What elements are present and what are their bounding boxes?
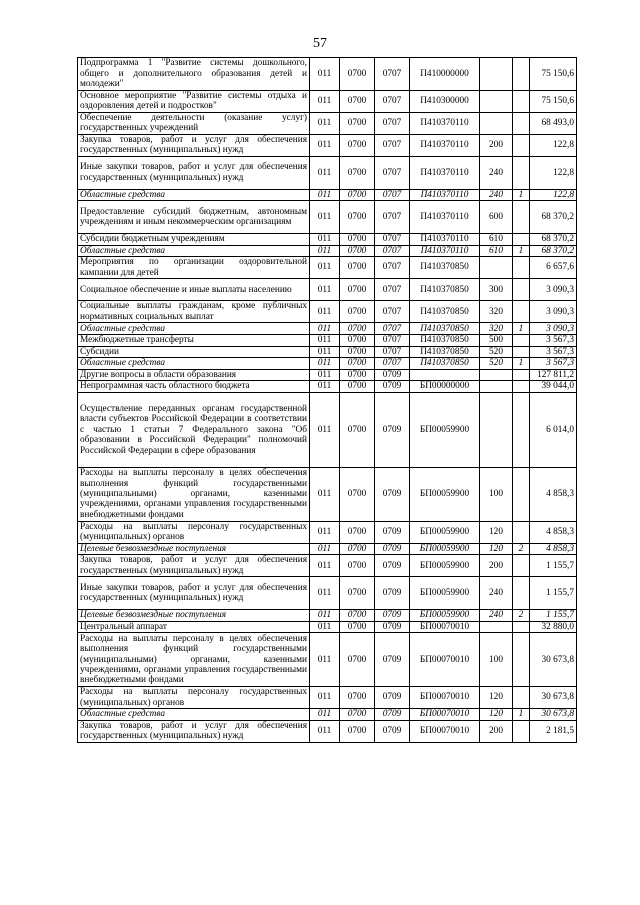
expense-type-code: 120 bbox=[480, 543, 513, 555]
section-code: 0700 bbox=[340, 577, 375, 610]
row-name: Областные средства bbox=[78, 709, 310, 721]
row-name: Социальные выплаты гражданам, кроме публичных нормативных социальных выплат bbox=[78, 301, 310, 323]
funding-source-code bbox=[513, 577, 530, 610]
expense-type-code: 200 bbox=[480, 720, 513, 742]
row-name: Иные закупки товаров, работ и услуг для обеспечения государственных (муниципальных) нужд bbox=[78, 577, 310, 610]
section-code: 0700 bbox=[340, 58, 375, 91]
amount: 2 181,5 bbox=[530, 720, 577, 742]
target-article-code: П410370850 bbox=[410, 257, 480, 279]
target-article-code: БП00070010 bbox=[410, 709, 480, 721]
section-code: 0700 bbox=[340, 245, 375, 257]
expense-type-code: 240 bbox=[480, 610, 513, 622]
expense-type-code bbox=[480, 381, 513, 393]
ministry-code: 011 bbox=[310, 346, 340, 358]
subsection-code: 0707 bbox=[375, 245, 410, 257]
table-row bbox=[78, 58, 577, 91]
row-name: Областные средства bbox=[78, 189, 310, 201]
section-code: 0700 bbox=[340, 610, 375, 622]
subsection-code: 0709 bbox=[375, 720, 410, 742]
funding-source-code bbox=[513, 58, 530, 91]
target-article-code: П410370110 bbox=[410, 233, 480, 245]
expense-type-code: 100 bbox=[480, 467, 513, 521]
row-name: Основное мероприятие "Развитие системы отдыха и оздоровления детей и подростков" bbox=[78, 90, 310, 112]
table-row bbox=[78, 709, 577, 721]
subsection-code: 0707 bbox=[375, 112, 410, 134]
table-row bbox=[78, 156, 577, 189]
funding-source-code bbox=[513, 279, 530, 301]
section-code: 0700 bbox=[340, 233, 375, 245]
row-name: Межбюджетные трансферты bbox=[78, 335, 310, 347]
row-name: Областные средства bbox=[78, 323, 310, 335]
subsection-code: 0709 bbox=[375, 621, 410, 633]
table-row bbox=[78, 621, 577, 633]
ministry-code: 011 bbox=[310, 555, 340, 577]
target-article-code: П410370850 bbox=[410, 335, 480, 347]
amount: 30 673,8 bbox=[530, 687, 577, 709]
amount: 3 567,3 bbox=[530, 335, 577, 347]
ministry-code: 011 bbox=[310, 323, 340, 335]
ministry-code: 011 bbox=[310, 577, 340, 610]
expense-type-code bbox=[480, 257, 513, 279]
target-article-code: П410000000 bbox=[410, 58, 480, 91]
subsection-code: 0707 bbox=[375, 90, 410, 112]
amount: 68 370,2 bbox=[530, 233, 577, 245]
section-code: 0700 bbox=[340, 346, 375, 358]
expense-type-code: 610 bbox=[480, 233, 513, 245]
amount: 30 673,8 bbox=[530, 633, 577, 687]
section-code: 0700 bbox=[340, 369, 375, 381]
section-code: 0700 bbox=[340, 720, 375, 742]
section-code: 0700 bbox=[340, 392, 375, 467]
table-row bbox=[78, 201, 577, 234]
row-name: Расходы на выплаты персоналу государственных (муниципальных) органов bbox=[78, 521, 310, 543]
target-article-code: БП00070010 bbox=[410, 687, 480, 709]
ministry-code: 011 bbox=[310, 257, 340, 279]
expense-type-code bbox=[480, 392, 513, 467]
funding-source-code bbox=[513, 633, 530, 687]
ministry-code: 011 bbox=[310, 201, 340, 234]
ministry-code: 011 bbox=[310, 233, 340, 245]
table-row bbox=[78, 301, 577, 323]
amount: 3 090,3 bbox=[530, 279, 577, 301]
funding-source-code bbox=[513, 521, 530, 543]
amount: 6 657,6 bbox=[530, 257, 577, 279]
subsection-code: 0709 bbox=[375, 467, 410, 521]
ministry-code: 011 bbox=[310, 112, 340, 134]
section-code: 0700 bbox=[340, 301, 375, 323]
funding-source-code bbox=[513, 134, 530, 156]
funding-source-code: 1 bbox=[513, 189, 530, 201]
ministry-code: 011 bbox=[310, 301, 340, 323]
amount: 39 044,0 bbox=[530, 381, 577, 393]
target-article-code: БП00000000 bbox=[410, 381, 480, 393]
ministry-code: 011 bbox=[310, 633, 340, 687]
amount: 75 150,6 bbox=[530, 90, 577, 112]
expense-type-code: 300 bbox=[480, 279, 513, 301]
funding-source-code bbox=[513, 392, 530, 467]
funding-source-code bbox=[513, 346, 530, 358]
amount: 127 811,2 bbox=[530, 369, 577, 381]
amount: 68 370,2 bbox=[530, 245, 577, 257]
budget-table bbox=[77, 57, 577, 743]
funding-source-code: 1 bbox=[513, 323, 530, 335]
table-row bbox=[78, 720, 577, 742]
ministry-code: 011 bbox=[310, 58, 340, 91]
subsection-code: 0709 bbox=[375, 687, 410, 709]
target-article-code: П410370850 bbox=[410, 301, 480, 323]
amount: 1 155,7 bbox=[530, 555, 577, 577]
section-code: 0700 bbox=[340, 709, 375, 721]
subsection-code: 0707 bbox=[375, 346, 410, 358]
subsection-code: 0709 bbox=[375, 555, 410, 577]
expense-type-code bbox=[480, 621, 513, 633]
expense-type-code: 240 bbox=[480, 189, 513, 201]
target-article-code: БП00070010 bbox=[410, 621, 480, 633]
subsection-code: 0709 bbox=[375, 633, 410, 687]
amount: 122,8 bbox=[530, 156, 577, 189]
funding-source-code: 2 bbox=[513, 543, 530, 555]
row-name: Целевые безвозмездные поступления bbox=[78, 610, 310, 622]
funding-source-code: 2 bbox=[513, 610, 530, 622]
expense-type-code: 320 bbox=[480, 323, 513, 335]
ministry-code: 011 bbox=[310, 543, 340, 555]
ministry-code: 011 bbox=[310, 610, 340, 622]
row-name: Подпрограмма 1 "Развитие системы дошкольного, общего и дополнительного образования детей и молодежи" bbox=[78, 58, 310, 91]
expense-type-code: 200 bbox=[480, 555, 513, 577]
target-article-code: БП00059900 bbox=[410, 555, 480, 577]
section-code: 0700 bbox=[340, 156, 375, 189]
ministry-code: 011 bbox=[310, 392, 340, 467]
subsection-code: 0707 bbox=[375, 279, 410, 301]
table-row bbox=[78, 346, 577, 358]
expense-type-code: 320 bbox=[480, 301, 513, 323]
table-row bbox=[78, 610, 577, 622]
ministry-code: 011 bbox=[310, 358, 340, 370]
ministry-code: 011 bbox=[310, 90, 340, 112]
funding-source-code bbox=[513, 301, 530, 323]
expense-type-code bbox=[480, 58, 513, 91]
section-code: 0700 bbox=[340, 555, 375, 577]
amount: 122,8 bbox=[530, 189, 577, 201]
row-name: Областные средства bbox=[78, 245, 310, 257]
subsection-code: 0707 bbox=[375, 156, 410, 189]
target-article-code: П410370110 bbox=[410, 201, 480, 234]
amount: 1 155,7 bbox=[530, 577, 577, 610]
amount: 4 858,3 bbox=[530, 467, 577, 521]
section-code: 0700 bbox=[340, 467, 375, 521]
subsection-code: 0709 bbox=[375, 577, 410, 610]
section-code: 0700 bbox=[340, 621, 375, 633]
funding-source-code bbox=[513, 720, 530, 742]
subsection-code: 0707 bbox=[375, 233, 410, 245]
subsection-code: 0709 bbox=[375, 521, 410, 543]
expense-type-code: 500 bbox=[480, 335, 513, 347]
ministry-code: 011 bbox=[310, 279, 340, 301]
ministry-code: 011 bbox=[310, 245, 340, 257]
expense-type-code: 520 bbox=[480, 358, 513, 370]
row-name: Непрограммная часть областного бюджета bbox=[78, 381, 310, 393]
table-row bbox=[78, 633, 577, 687]
subsection-code: 0707 bbox=[375, 58, 410, 91]
row-name: Обеспечение деятельности (оказание услуг) государственных учреждений bbox=[78, 112, 310, 134]
expense-type-code bbox=[480, 112, 513, 134]
row-name: Другие вопросы в области образования bbox=[78, 369, 310, 381]
table-row bbox=[78, 90, 577, 112]
funding-source-code bbox=[513, 335, 530, 347]
amount: 68 493,0 bbox=[530, 112, 577, 134]
expense-type-code: 120 bbox=[480, 709, 513, 721]
ministry-code: 011 bbox=[310, 720, 340, 742]
subsection-code: 0707 bbox=[375, 323, 410, 335]
ministry-code: 011 bbox=[310, 189, 340, 201]
table-row bbox=[78, 369, 577, 381]
budget-table-body bbox=[78, 58, 577, 743]
row-name: Закупка товаров, работ и услуг для обеспечения государственных (муниципальных) нужд bbox=[78, 720, 310, 742]
table-row bbox=[78, 358, 577, 370]
section-code: 0700 bbox=[340, 521, 375, 543]
expense-type-code: 600 bbox=[480, 201, 513, 234]
funding-source-code bbox=[513, 90, 530, 112]
subsection-code: 0707 bbox=[375, 257, 410, 279]
row-name: Иные закупки товаров, работ и услуг для обеспечения государственных (муниципальных) нужд bbox=[78, 156, 310, 189]
expense-type-code: 240 bbox=[480, 577, 513, 610]
target-article-code: П410370110 bbox=[410, 245, 480, 257]
subsection-code: 0709 bbox=[375, 610, 410, 622]
subsection-code: 0709 bbox=[375, 709, 410, 721]
funding-source-code bbox=[513, 687, 530, 709]
amount: 4 858,3 bbox=[530, 521, 577, 543]
table-row bbox=[78, 335, 577, 347]
table-row bbox=[78, 467, 577, 521]
target-article-code: БП00059900 bbox=[410, 467, 480, 521]
subsection-code: 0709 bbox=[375, 392, 410, 467]
section-code: 0700 bbox=[340, 257, 375, 279]
target-article-code: БП00059900 bbox=[410, 543, 480, 555]
amount: 122,8 bbox=[530, 134, 577, 156]
ministry-code: 011 bbox=[310, 156, 340, 189]
target-article-code: П410370110 bbox=[410, 112, 480, 134]
table-row bbox=[78, 392, 577, 467]
row-name: Центральный аппарат bbox=[78, 621, 310, 633]
table-row bbox=[78, 257, 577, 279]
expense-type-code: 120 bbox=[480, 521, 513, 543]
ministry-code: 011 bbox=[310, 335, 340, 347]
section-code: 0700 bbox=[340, 134, 375, 156]
subsection-code: 0709 bbox=[375, 543, 410, 555]
target-article-code: П410370110 bbox=[410, 189, 480, 201]
expense-type-code bbox=[480, 369, 513, 381]
subsection-code: 0707 bbox=[375, 335, 410, 347]
row-name: Областные средства bbox=[78, 358, 310, 370]
expense-type-code: 240 bbox=[480, 156, 513, 189]
subsection-code: 0707 bbox=[375, 134, 410, 156]
subsection-code: 0707 bbox=[375, 358, 410, 370]
target-article-code: П410370850 bbox=[410, 279, 480, 301]
amount: 3 090,3 bbox=[530, 301, 577, 323]
funding-source-code bbox=[513, 467, 530, 521]
target-article-code: П410300000 bbox=[410, 90, 480, 112]
target-article-code: БП00059900 bbox=[410, 521, 480, 543]
table-row bbox=[78, 521, 577, 543]
amount: 1 155,7 bbox=[530, 610, 577, 622]
subsection-code: 0709 bbox=[375, 381, 410, 393]
section-code: 0700 bbox=[340, 381, 375, 393]
amount: 3 567,3 bbox=[530, 358, 577, 370]
section-code: 0700 bbox=[340, 335, 375, 347]
funding-source-code bbox=[513, 555, 530, 577]
expense-type-code: 120 bbox=[480, 687, 513, 709]
section-code: 0700 bbox=[340, 687, 375, 709]
row-name: Закупка товаров, работ и услуг для обеспечения государственных (муниципальных) нужд bbox=[78, 555, 310, 577]
expense-type-code bbox=[480, 90, 513, 112]
row-name: Расходы на выплаты персоналу в целях обеспечения выполнения функций государственными (муниципальными) органами, казенными учреждениями, органами управления государственными внебюджетными фондами bbox=[78, 633, 310, 687]
table-row bbox=[78, 555, 577, 577]
row-name: Целевые безвозмездные поступления bbox=[78, 543, 310, 555]
funding-source-code bbox=[513, 369, 530, 381]
funding-source-code bbox=[513, 381, 530, 393]
funding-source-code bbox=[513, 257, 530, 279]
ministry-code: 011 bbox=[310, 621, 340, 633]
ministry-code: 011 bbox=[310, 521, 340, 543]
section-code: 0700 bbox=[340, 279, 375, 301]
funding-source-code bbox=[513, 233, 530, 245]
table-row bbox=[78, 233, 577, 245]
table-row bbox=[78, 189, 577, 201]
target-article-code bbox=[410, 369, 480, 381]
row-name: Осуществление переданных органам государственной власти субъектов Российской Федерации в соответствии с частью 1 статьи 7 Федерального закона "Об образовании в Российской Федерации" полномочий Российской Федерации в сфере образования bbox=[78, 392, 310, 467]
section-code: 0700 bbox=[340, 189, 375, 201]
target-article-code: БП00059900 bbox=[410, 392, 480, 467]
subsection-code: 0707 bbox=[375, 201, 410, 234]
target-article-code: П410370110 bbox=[410, 134, 480, 156]
target-article-code: П410370850 bbox=[410, 323, 480, 335]
table-row bbox=[78, 323, 577, 335]
amount: 30 673,8 bbox=[530, 709, 577, 721]
table-row bbox=[78, 134, 577, 156]
amount: 4 858,3 bbox=[530, 543, 577, 555]
row-name: Субсидии bbox=[78, 346, 310, 358]
funding-source-code bbox=[513, 201, 530, 234]
section-code: 0700 bbox=[340, 201, 375, 234]
target-article-code: БП00059900 bbox=[410, 610, 480, 622]
funding-source-code bbox=[513, 112, 530, 134]
target-article-code: БП00059900 bbox=[410, 577, 480, 610]
section-code: 0700 bbox=[340, 543, 375, 555]
table-row bbox=[78, 381, 577, 393]
expense-type-code: 520 bbox=[480, 346, 513, 358]
row-name: Социальное обеспечение и иные выплаты населению bbox=[78, 279, 310, 301]
amount: 68 370,2 bbox=[530, 201, 577, 234]
section-code: 0700 bbox=[340, 323, 375, 335]
section-code: 0700 bbox=[340, 112, 375, 134]
table-row bbox=[78, 279, 577, 301]
funding-source-code: 1 bbox=[513, 709, 530, 721]
amount: 3 567,3 bbox=[530, 346, 577, 358]
page-number: 57 bbox=[313, 36, 327, 51]
target-article-code: П410370850 bbox=[410, 346, 480, 358]
section-code: 0700 bbox=[340, 358, 375, 370]
row-name: Расходы на выплаты персоналу в целях обеспечения выполнения функций государственными (муниципальными) органами, казенными учреждениями, органами управления государственными внебюджетными фондами bbox=[78, 467, 310, 521]
subsection-code: 0707 bbox=[375, 301, 410, 323]
funding-source-code bbox=[513, 621, 530, 633]
expense-type-code: 610 bbox=[480, 245, 513, 257]
ministry-code: 011 bbox=[310, 134, 340, 156]
row-name: Расходы на выплаты персоналу государственных (муниципальных) органов bbox=[78, 687, 310, 709]
section-code: 0700 bbox=[340, 633, 375, 687]
amount: 6 014,0 bbox=[530, 392, 577, 467]
subsection-code: 0707 bbox=[375, 189, 410, 201]
row-name: Субсидии бюджетным учреждениям bbox=[78, 233, 310, 245]
ministry-code: 011 bbox=[310, 381, 340, 393]
ministry-code: 011 bbox=[310, 467, 340, 521]
target-article-code: П410370850 bbox=[410, 358, 480, 370]
table-row bbox=[78, 543, 577, 555]
ministry-code: 011 bbox=[310, 687, 340, 709]
table-row bbox=[78, 112, 577, 134]
funding-source-code: 1 bbox=[513, 358, 530, 370]
expense-type-code: 200 bbox=[480, 134, 513, 156]
table-row bbox=[78, 245, 577, 257]
amount: 3 090,3 bbox=[530, 323, 577, 335]
target-article-code: БП00070010 bbox=[410, 720, 480, 742]
amount: 32 880,0 bbox=[530, 621, 577, 633]
section-code: 0700 bbox=[340, 90, 375, 112]
row-name: Предоставление субсидий бюджетным, автономным учреждениям и иным некоммерческим организациям bbox=[78, 201, 310, 234]
ministry-code: 011 bbox=[310, 709, 340, 721]
table-row bbox=[78, 577, 577, 610]
row-name: Мероприятия по организации оздоровительной кампании для детей bbox=[78, 257, 310, 279]
funding-source-code: 1 bbox=[513, 245, 530, 257]
funding-source-code bbox=[513, 156, 530, 189]
target-article-code: П410370110 bbox=[410, 156, 480, 189]
expense-type-code: 100 bbox=[480, 633, 513, 687]
target-article-code: БП00070010 bbox=[410, 633, 480, 687]
ministry-code: 011 bbox=[310, 369, 340, 381]
table-row bbox=[78, 687, 577, 709]
row-name: Закупка товаров, работ и услуг для обеспечения государственных (муниципальных) нужд bbox=[78, 134, 310, 156]
subsection-code: 0709 bbox=[375, 369, 410, 381]
amount: 75 150,6 bbox=[530, 58, 577, 91]
